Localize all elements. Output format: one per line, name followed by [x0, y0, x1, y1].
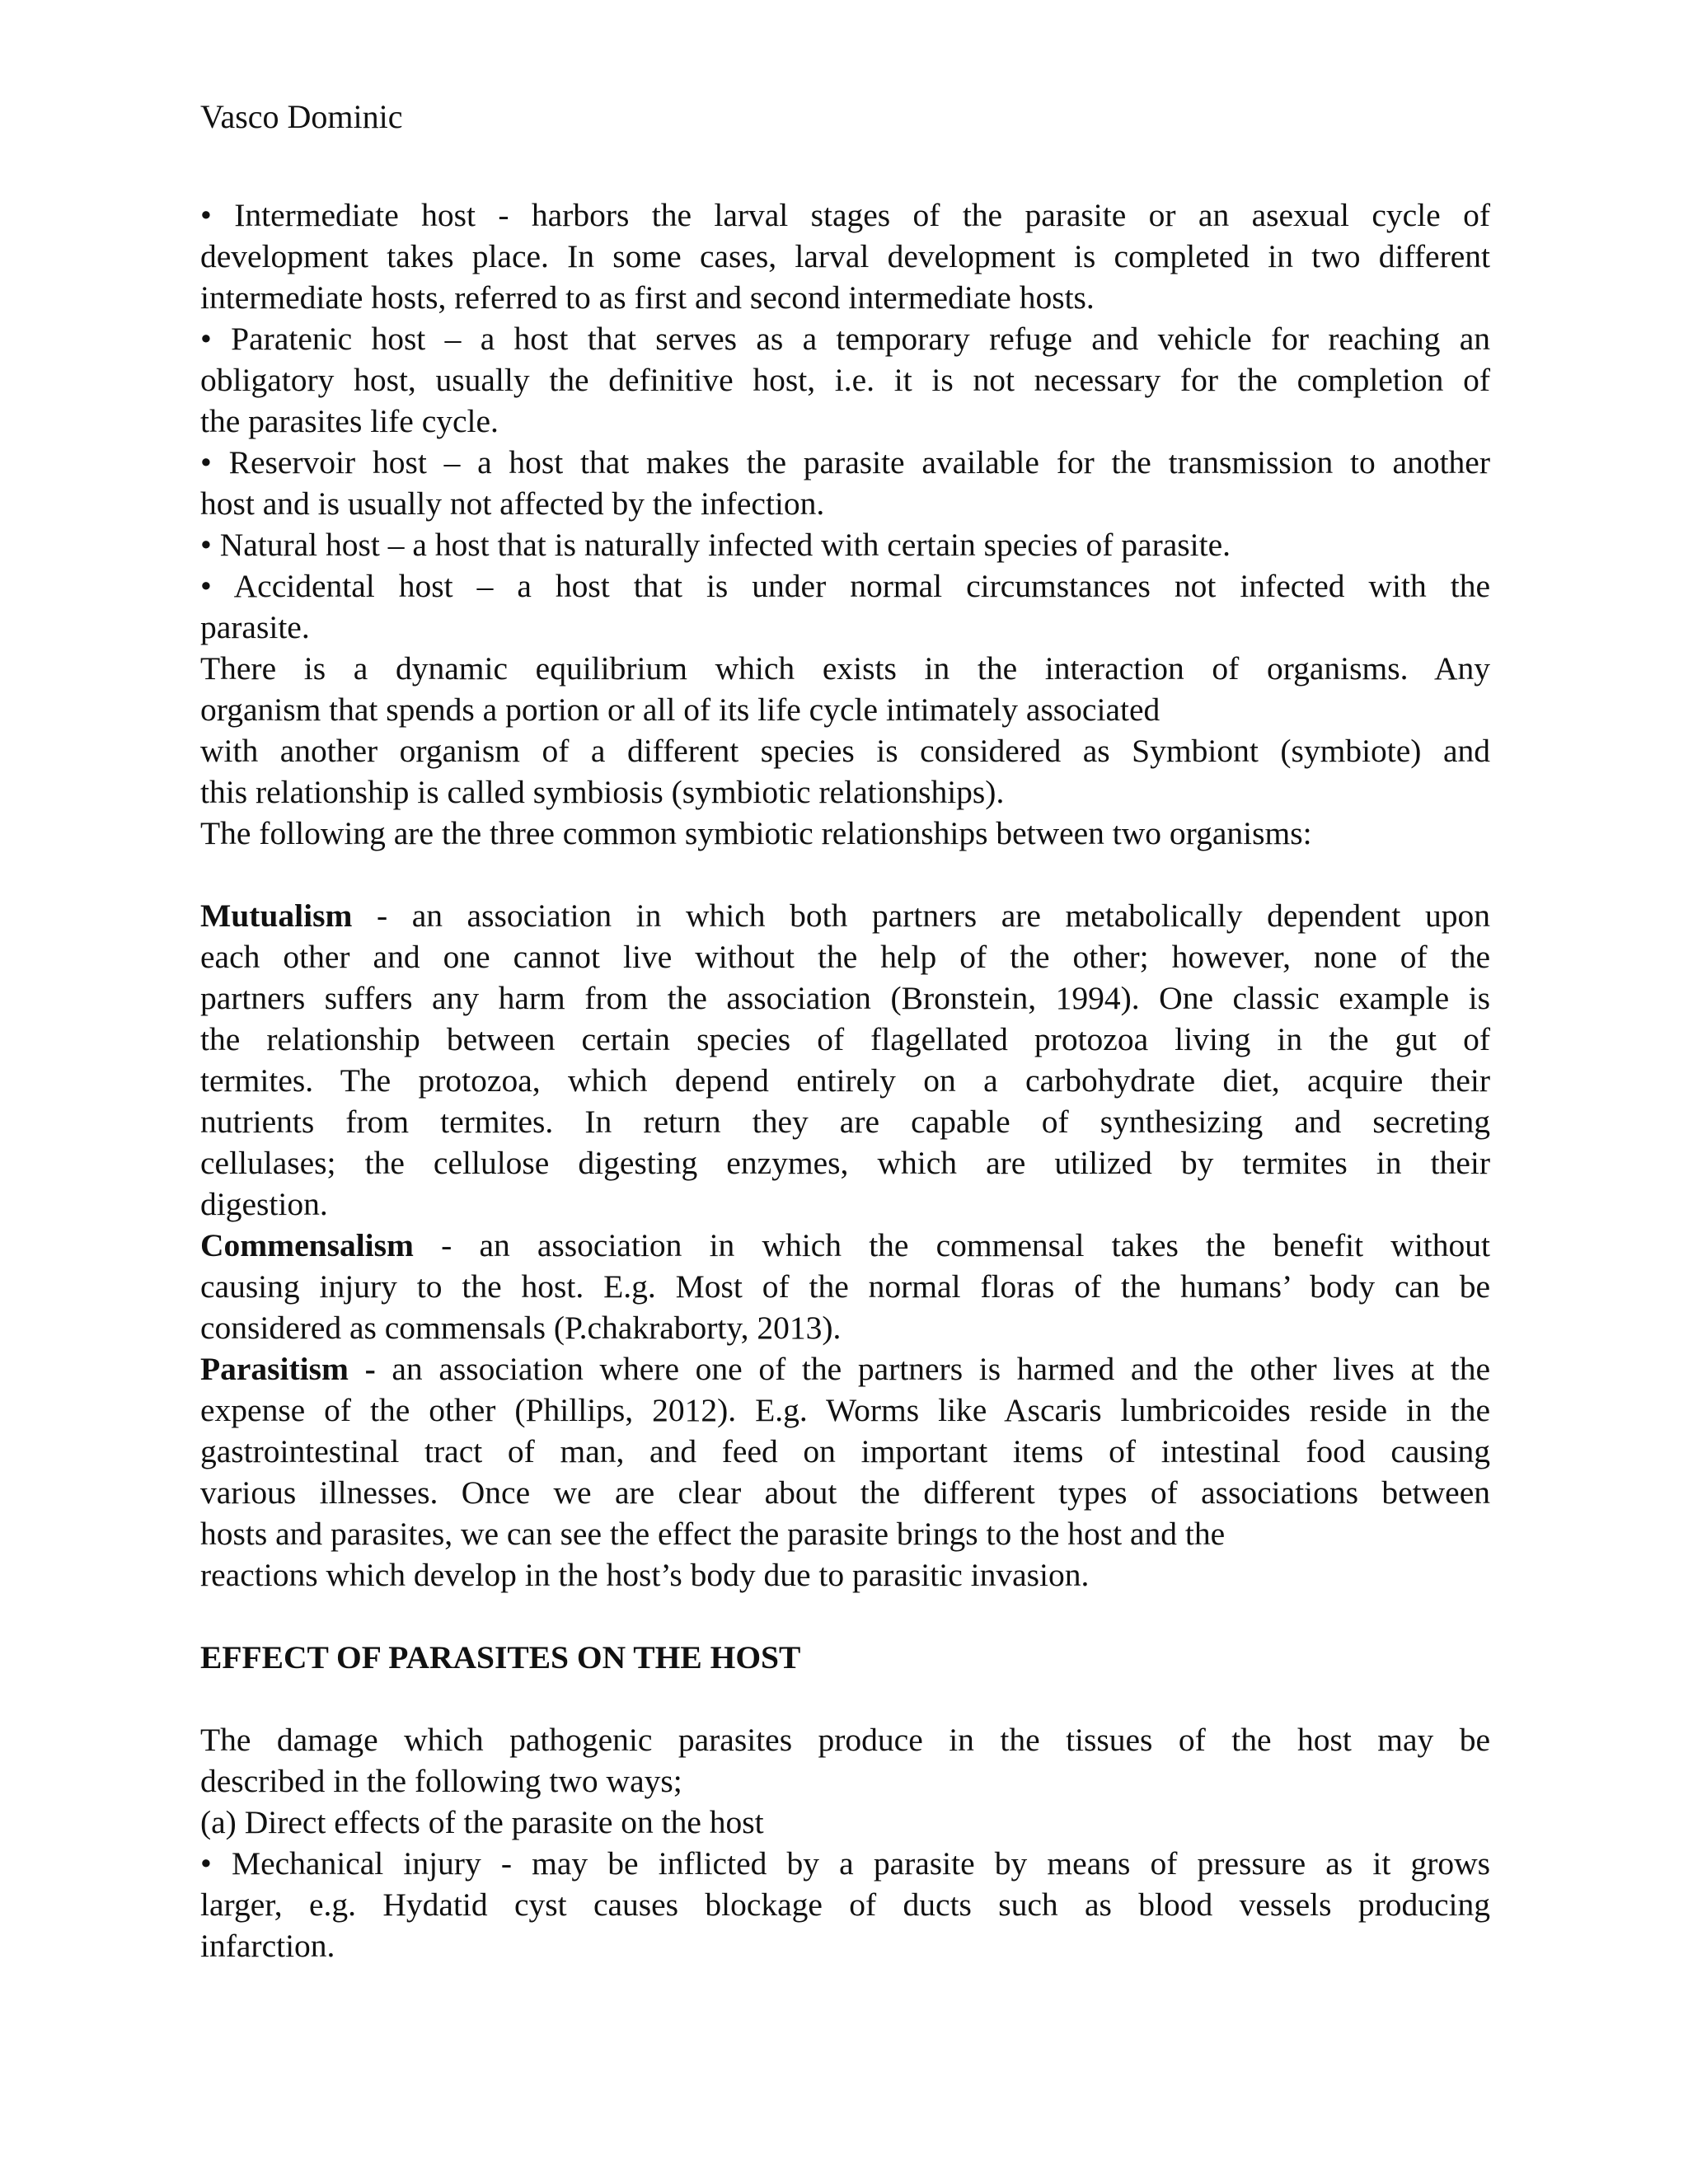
document-body — [200, 194, 1490, 1966]
mutualism-term: Mutualism — [200, 898, 353, 934]
paratenic-host-line-1: • Paratenic host – a host that serves as a temporary refuge and vehicle for reaching an — [200, 321, 1490, 357]
mutualism-line-6: nutrients from termites. In return they are capable of synthesizing and secreting — [200, 1104, 1490, 1140]
running-header-author: Vasco Dominic — [200, 98, 403, 135]
parasitism-line-4: various illnesses. Once we are clear about the different types of associations between — [200, 1474, 1490, 1511]
parasitism-line-5: hosts and parasites, we can see the effect the parasite brings to the host and the — [200, 1516, 1226, 1552]
damage-line-1: The damage which pathogenic parasites produce in the tissues of the host may be — [200, 1722, 1490, 1758]
parasitism-term: Parasitism - — [200, 1351, 376, 1387]
mutualism-line-2: each other and one cannot live without the help of the other; however, none of the — [200, 939, 1490, 975]
commensalism-line-2: causing injury to the host. E.g. Most of the normal floras of the humans’ body can be — [200, 1268, 1490, 1305]
mutualism-line-8: digestion. — [200, 1186, 328, 1222]
paragraph-gap — [200, 1596, 1490, 1637]
commensalism-term: Commensalism — [200, 1227, 414, 1263]
reservoir-host-line-1: • Reservoir host – a host that makes the parasite available for the transmission to another — [200, 444, 1490, 480]
equilibrium-line-5: The following are the three common symbiotic relationships between two organisms: — [200, 815, 1312, 851]
mutualism-line-4: the relationship between certain species of flagellated protozoa living in the gut of — [200, 1021, 1490, 1057]
mutualism-line-1-text: - an association in which both partners are metabolically dependent upon — [352, 898, 1490, 934]
mechanical-injury-line-1: • Mechanical injury - may be inflicted by a parasite by means of pressure as it grows — [200, 1845, 1490, 1882]
paratenic-host-line-3: the parasites life cycle. — [200, 403, 499, 439]
commensalism-line-1-text: - an association in which the commensal takes the benefit without — [413, 1227, 1490, 1263]
damage-line-2: described in the following two ways; — [200, 1763, 682, 1799]
accidental-host-line-2: parasite. — [200, 609, 310, 645]
mutualism-line-7: cellulases; the cellulose digesting enzymes, which are utilized by termites in their — [200, 1145, 1490, 1181]
mutualism-line-1 — [200, 895, 1490, 936]
parasitism-line-2: expense of the other (Phillips, 2012). E.g. Worms like Ascaris lumbricoides reside in the — [200, 1392, 1490, 1428]
section-heading: EFFECT OF PARASITES ON THE HOST — [200, 1639, 801, 1675]
parasitism-line-1 — [200, 1348, 1490, 1390]
commensalism-line-3: considered as commensals (P.chakraborty, 2013). — [200, 1310, 842, 1346]
accidental-host-line-1: • Accidental host – a host that is under normal circumstances not infected with the — [200, 568, 1490, 604]
paragraph-gap — [200, 1678, 1490, 1719]
natural-host-line-1: • Natural host – a host that is naturally infected with certain species of parasite. — [200, 527, 1231, 563]
mechanical-injury-line-2: larger, e.g. Hydatid cyst causes blockage of ducts such as blood vessels producing — [200, 1886, 1490, 1923]
commensalism-line-1 — [200, 1225, 1490, 1266]
parasitism-line-1-text: an association where one of the partners is harmed and the other lives at the — [375, 1351, 1490, 1387]
parasitism-line-6: reactions which develop in the host’s body due to parasitic invasion. — [200, 1557, 1090, 1593]
paratenic-host-line-2: obligatory host, usually the definitive host, i.e. it is not necessary for the completion of — [200, 362, 1490, 398]
parasitism-line-3: gastrointestinal tract of man, and feed on important items of intestinal food causing — [200, 1433, 1490, 1469]
intermediate-host-line-2: development takes place. In some cases, larval development is completed in two different — [200, 238, 1490, 274]
equilibrium-line-4: this relationship is called symbiosis (symbiotic relationships). — [200, 774, 1005, 810]
paragraph-gap — [200, 854, 1490, 895]
equilibrium-line-2: organism that spends a portion or all of its life cycle intimately associated — [200, 691, 1160, 728]
mutualism-line-3: partners suffers any harm from the association (Bronstein, 1994). One classic example is — [200, 980, 1490, 1016]
equilibrium-line-1: There is a dynamic equilibrium which exists in the interaction of organisms. Any — [200, 650, 1490, 687]
equilibrium-line-3: with another organism of a different species is considered as Symbiont (symbiote) and — [200, 733, 1490, 769]
mutualism-line-5: termites. The protozoa, which depend entirely on a carbohydrate diet, acquire their — [200, 1062, 1490, 1099]
intermediate-host-line-3: intermediate hosts, referred to as first and second intermediate hosts. — [200, 279, 1095, 316]
intermediate-host-line-1: • Intermediate host - harbors the larval stages of the parasite or an asexual cycle of — [200, 197, 1490, 233]
reservoir-host-line-2: host and is usually not affected by the infection. — [200, 485, 825, 522]
mechanical-injury-line-3: infarction. — [200, 1928, 335, 1964]
damage-line-3: (a) Direct effects of the parasite on the host — [200, 1804, 764, 1840]
